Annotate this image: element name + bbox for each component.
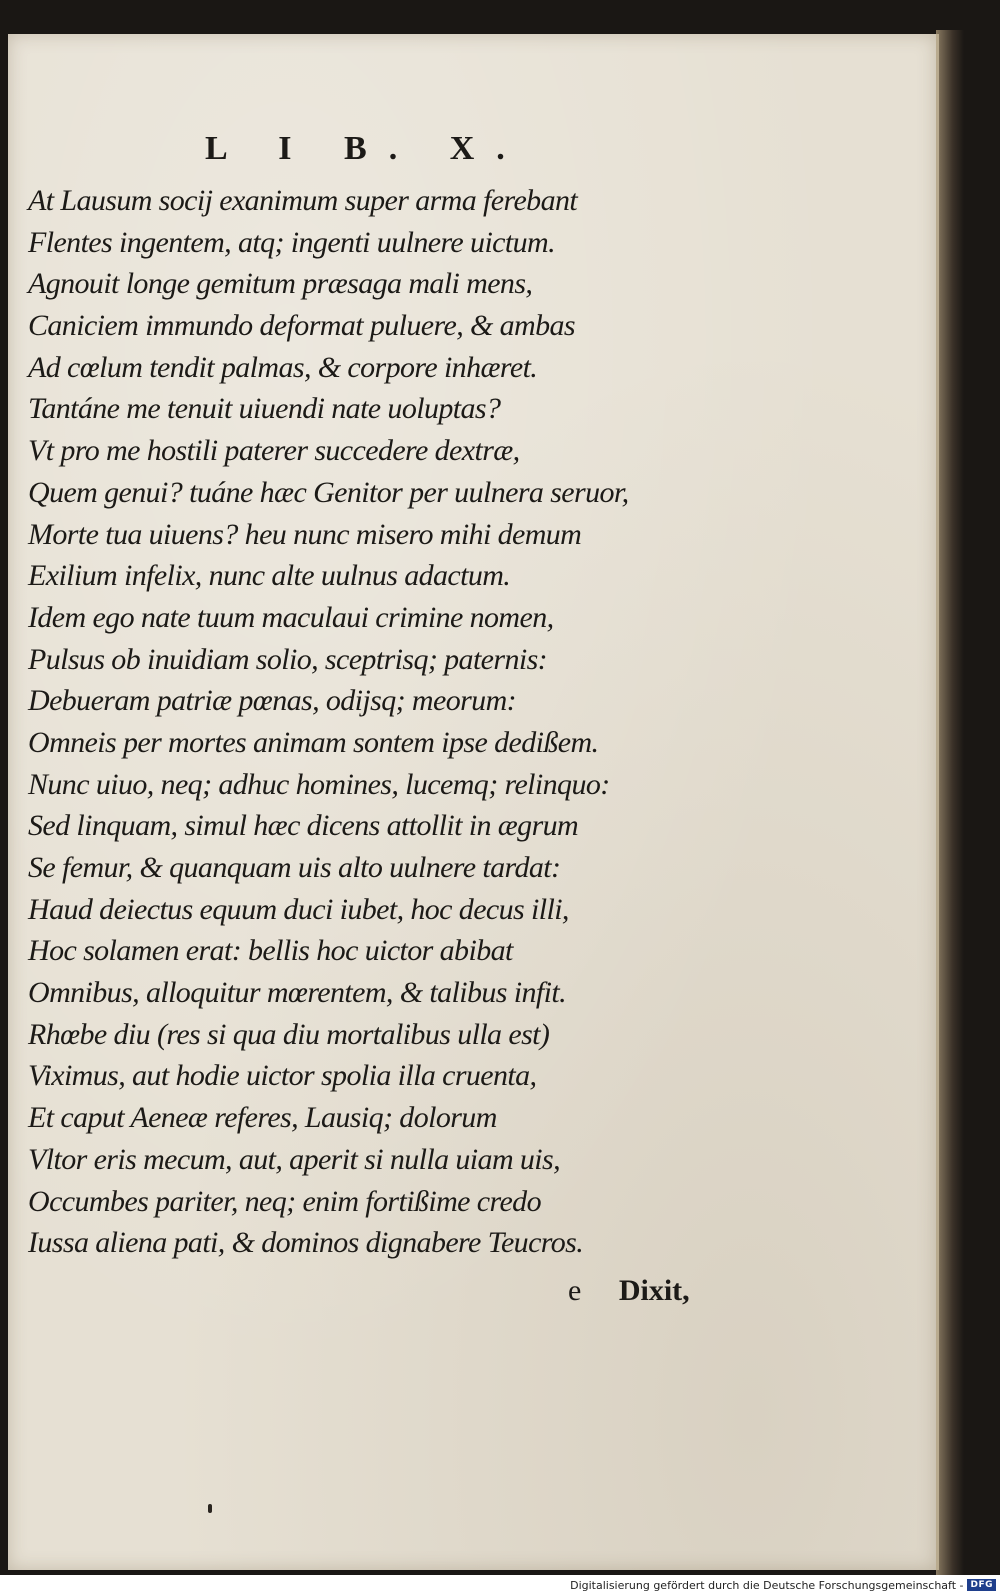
running-head: L I B. X. <box>205 130 527 167</box>
verse-list <box>28 180 728 1264</box>
verse-line: Se femur, & quanquam uis alto uulnere tardat: <box>28 851 561 884</box>
verse-line: Vltor eris mecum, aut, aperit si nulla uiam uis, <box>28 1142 561 1176</box>
digitization-footer <box>570 1577 996 1593</box>
ink-speck <box>208 1504 212 1513</box>
verse-line: Rhœbe diu (res si qua diu mortalibus ulla est) <box>28 1017 550 1051</box>
signature-mark-row <box>568 1274 690 1308</box>
signature-mark: e <box>568 1274 582 1307</box>
verse-line: Exilium infelix, nunc alte uulnus adactum. <box>28 559 511 593</box>
verse-line: Caniciem immundo deformat puluere, & ambas <box>28 309 575 343</box>
page-edge <box>936 30 964 1575</box>
verse-line: Agnouit longe gemitum præsaga mali mens, <box>28 267 533 301</box>
verse-line: Omnibus, alloquitur mœrentem, & talibus infit. <box>28 976 566 1010</box>
verse-line: Nunc uiuo, neq; adhuc homines, lucemq; relinquo: <box>28 767 610 801</box>
verse-line: Flentes ingentem, atq; ingenti uulnere uictum. <box>28 225 555 259</box>
verse-line: Et caput Aeneæ referes, Lausiq; dolorum <box>28 1101 497 1135</box>
verse-line: Occumbes pariter, neq; enim fortißime credo <box>28 1184 541 1218</box>
verse-line: Sed linquam, simul hæc dicens attollit in ægrum <box>28 809 579 843</box>
verse-line: Vt pro me hostili paterer succedere dextræ, <box>28 434 520 468</box>
verse-line: Morte tua uiuens? heu nunc misero mihi demum <box>28 517 582 551</box>
verse-line: Idem ego nate tuum maculaui crimine nomen, <box>28 600 554 634</box>
verse-line: Viximus, aut hodie uictor spolia illa cruenta, <box>28 1059 537 1093</box>
verse-line: Debueram patriæ pœnas, odijsq; meorum: <box>28 684 517 718</box>
verse-line: Tantáne me tenuit uiuendi nate uoluptas? <box>28 392 501 426</box>
verse-line: At Lausum socij exanimum super arma ferebant <box>28 184 578 217</box>
verse-line: Quem genui? tuáne hæc Genitor per uulnera seruor, <box>28 475 629 509</box>
verse-line: Ad cœlum tendit palmas, & corpore inhæret. <box>28 350 538 384</box>
verse-line: Haud deiectus equum duci iubet, hoc decus illi, <box>28 892 569 926</box>
verse-line: Omneis per mortes animam sontem ipse dedißem. <box>28 725 599 759</box>
footer-credit: Digitalisierung gefördert durch die Deutsche Forschungsgemeinschaft - <box>570 1578 964 1592</box>
verse-line: Iussa aliena pati, & dominos dignabere Teucros. <box>28 1226 584 1260</box>
verse-line: Pulsus ob inuidiam solio, sceptrisq; paternis: <box>28 642 548 676</box>
verse-line: Hoc solamen erat: bellis hoc uictor abibat <box>28 934 513 968</box>
catchword: Dixit, <box>618 1274 690 1307</box>
dfg-logo-icon: DFG <box>967 1579 996 1591</box>
